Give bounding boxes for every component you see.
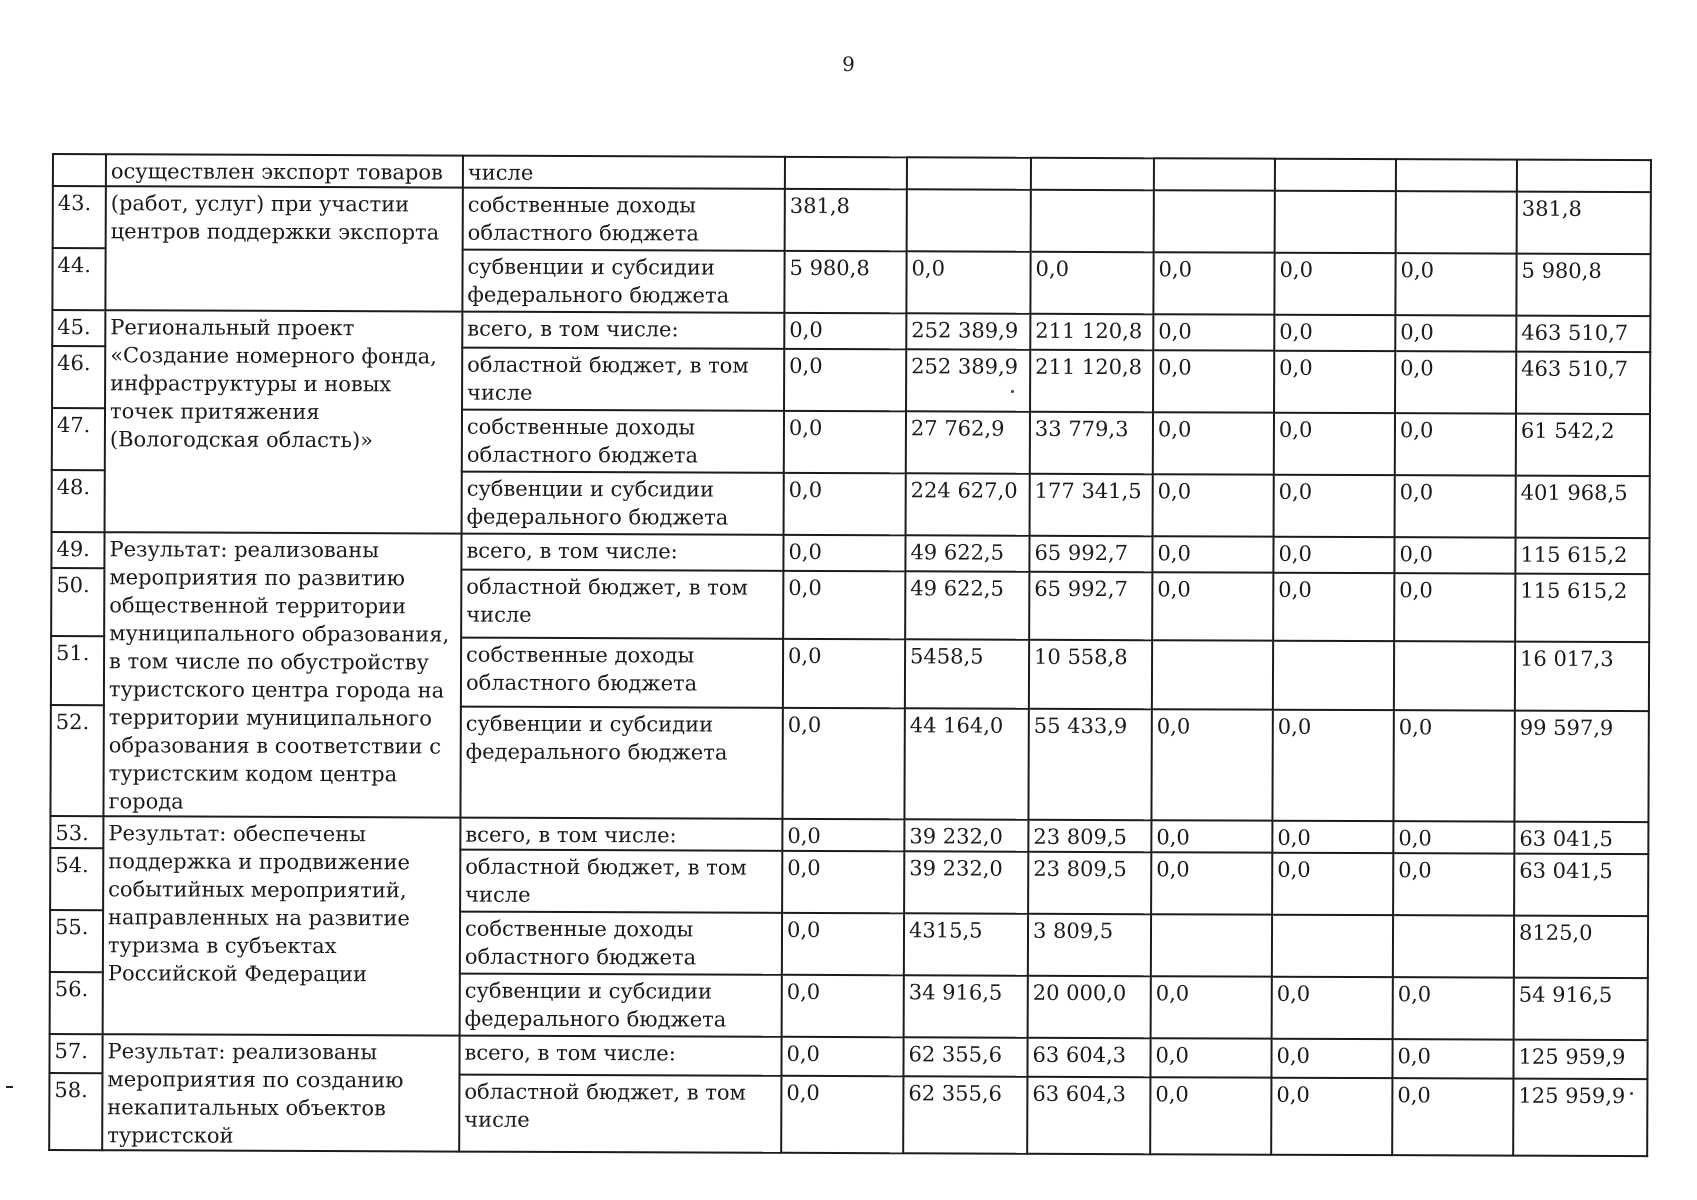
amount-cell: 252 389,9 xyxy=(906,313,1030,349)
amount-cell xyxy=(907,189,1031,251)
amount-cell: 0,0 xyxy=(1274,413,1395,475)
funding-source-cell: всего, в том числе: xyxy=(460,818,782,851)
row-number-cell: 43. xyxy=(53,186,106,248)
amount-cell: 0,0 xyxy=(1274,315,1395,351)
amount-cell: 0,0 xyxy=(1394,537,1515,573)
amount-cell: 0,0 xyxy=(782,975,904,1037)
amount-cell: 252 389,9 xyxy=(906,349,1030,411)
funding-source-cell: областной бюджет, в том числе xyxy=(462,348,784,411)
amount-cell: 0,0 xyxy=(1393,853,1514,915)
row-number-cell: 56. xyxy=(50,972,103,1034)
amount-cell: 211 120,8 xyxy=(1030,314,1153,350)
table-row xyxy=(53,186,1651,254)
row-number-cell: 47. xyxy=(52,408,105,470)
amount-cell: 0,0 xyxy=(1152,572,1273,641)
total-value-cell: 5 980,8 xyxy=(1516,254,1650,317)
row-number-cell: 53. xyxy=(50,816,103,848)
row-number-cell: 51. xyxy=(51,636,104,705)
amount-cell: 62 355,6 xyxy=(903,1077,1027,1154)
total-value-cell: 99 597,9 xyxy=(1514,711,1648,822)
amount-cell xyxy=(1151,914,1272,976)
funding-source-cell: всего, в том числе: xyxy=(462,312,784,349)
amount-cell: 0,0 xyxy=(783,535,905,571)
budget-table-body xyxy=(49,154,1651,1156)
amount-cell: 224 627,0 xyxy=(906,473,1030,535)
row-number-cell: 58. xyxy=(49,1073,102,1150)
total-value-cell: 8125,0 xyxy=(1514,916,1648,979)
total-value-cell: 401 968,5 xyxy=(1516,476,1650,539)
amount-cell: 23 809,5 xyxy=(1028,820,1151,852)
amount-cell: 0,0 xyxy=(1151,820,1272,852)
amount-cell: 39 232,0 xyxy=(904,851,1028,913)
amount-cell: 0,0 xyxy=(1395,315,1516,351)
amount-cell: 0,0 xyxy=(1392,1039,1513,1079)
amount-cell: 33 779,3 xyxy=(1030,412,1153,474)
amount-cell xyxy=(1396,191,1517,253)
total-value-cell: 125 959,9 xyxy=(1513,1040,1647,1080)
amount-cell: 0,0 xyxy=(1273,537,1394,573)
row-number-cell: 45. xyxy=(52,310,105,346)
total-value-cell: 463 510,7 xyxy=(1516,316,1650,353)
amount-cell: 0,0 xyxy=(1395,475,1516,537)
amount-cell xyxy=(1275,191,1396,253)
amount-cell: 10 558,8 xyxy=(1029,640,1152,709)
amount-cell: 0,0 xyxy=(1272,853,1393,915)
amount-cell xyxy=(1393,915,1514,977)
funding-source-cell: субвенции и субсидии федерального бюджета xyxy=(462,472,784,535)
amount-cell: 0,0 xyxy=(782,819,904,851)
amount-cell: 0,0 xyxy=(783,570,905,639)
total-value-cell: 16 017,3 xyxy=(1515,642,1649,711)
total-value-cell: 63 041,5 xyxy=(1514,822,1648,855)
amount-cell: 63 604,3 xyxy=(1027,1038,1150,1078)
funding-source-cell: всего, в том числе: xyxy=(459,1036,781,1077)
amount-cell: 0,0 xyxy=(784,411,906,473)
amount-cell: 0,0 xyxy=(784,473,906,535)
row-number-cell: 48. xyxy=(52,470,105,532)
amount-cell: 63 604,3 xyxy=(1027,1077,1150,1154)
row-number-cell: 50. xyxy=(51,568,104,637)
amount-cell: 0,0 xyxy=(1151,709,1272,820)
total-value-cell: 125 959,9 xyxy=(1513,1079,1647,1156)
amount-cell xyxy=(1275,159,1396,191)
funding-source-cell: собственные доходы областного бюджета xyxy=(461,638,783,708)
total-value-cell: 381,8 xyxy=(1517,192,1651,255)
amount-cell: 0,0 xyxy=(782,708,904,819)
amount-cell: 0,0 xyxy=(782,851,904,913)
amount-cell: 39 232,0 xyxy=(904,819,1028,851)
amount-cell: 55 433,9 xyxy=(1028,709,1151,820)
amount-cell: 211 120,8 xyxy=(1030,350,1153,412)
item-description-cell: Результат: обеспечены поддержка и продвижение событийных мероприятий, направленных на развитие туризма в субъектах Российской Федерации xyxy=(103,816,461,1035)
amount-cell: 0,0 xyxy=(784,349,906,411)
amount-cell: 0,0 xyxy=(1271,1039,1392,1079)
amount-cell: 0,0 xyxy=(783,639,905,708)
amount-cell: 0,0 xyxy=(1393,977,1514,1039)
amount-cell: 0,0 xyxy=(782,913,904,975)
amount-cell: 23 809,5 xyxy=(1028,852,1151,914)
item-description-cell: Результат: реализованы мероприятия по развитию общественной территории муниципального образования, в том числе по обустройству туристского центра города на территории муниципального образования в соответствии с туристским кодом центра города xyxy=(103,532,461,817)
amount-cell: 0,0 xyxy=(1394,573,1515,642)
funding-source-cell: областной бюджет, в том числе xyxy=(461,569,783,639)
amount-cell: 0,0 xyxy=(1151,976,1272,1038)
amount-cell: 0,0 xyxy=(1153,252,1274,314)
amount-cell: 3 809,5 xyxy=(1028,914,1151,976)
table-row xyxy=(49,1034,1647,1080)
row-number-cell: 55. xyxy=(50,910,103,972)
funding-source-cell: субвенции и субсидии федерального бюджета xyxy=(462,250,784,313)
amount-cell: 0,0 xyxy=(1153,474,1274,536)
amount-cell: 0,0 xyxy=(1271,1078,1392,1155)
funding-source-cell: собственные доходы областного бюджета xyxy=(462,410,784,473)
amount-cell xyxy=(1154,190,1275,252)
funding-source-cell: субвенции и субсидии федерального бюджета xyxy=(460,707,782,819)
amount-cell: 0,0 xyxy=(1151,852,1272,914)
amount-cell xyxy=(785,157,907,189)
row-number-cell xyxy=(53,154,106,186)
table-row xyxy=(52,310,1650,352)
amount-cell: 177 341,5 xyxy=(1030,474,1153,536)
amount-cell: 65 992,7 xyxy=(1029,536,1152,572)
amount-cell xyxy=(1031,158,1154,190)
row-number-cell: 52. xyxy=(50,705,103,816)
amount-cell: 0,0 xyxy=(906,251,1030,313)
amount-cell: 0,0 xyxy=(1150,1078,1271,1155)
amount-cell: 49 622,5 xyxy=(905,535,1029,571)
amount-cell: 34 916,5 xyxy=(904,975,1028,1037)
amount-cell: 0,0 xyxy=(1153,412,1274,474)
amount-cell xyxy=(1154,158,1275,190)
amount-cell: 0,0 xyxy=(1274,475,1395,537)
amount-cell: 0,0 xyxy=(1393,821,1514,853)
amount-cell: 44 164,0 xyxy=(904,708,1028,819)
amount-cell xyxy=(1272,915,1393,977)
amount-cell: 0,0 xyxy=(1153,350,1274,412)
row-number-cell: 54. xyxy=(50,848,103,910)
item-description-cell: Результат: реализованы мероприятия по созданию некапитальных объектов туристской xyxy=(102,1034,459,1151)
item-description-cell: (работ, услуг) при участии центров поддержки экспорта xyxy=(105,186,462,311)
table-row xyxy=(51,532,1649,574)
amount-cell: 0,0 xyxy=(1274,253,1395,315)
amount-cell xyxy=(1031,190,1154,252)
total-value-cell xyxy=(1517,160,1651,193)
row-number-cell: 49. xyxy=(51,532,104,568)
row-number-cell: 57. xyxy=(49,1034,102,1074)
row-number-cell: 46. xyxy=(52,346,105,408)
amount-cell: 5458,5 xyxy=(905,640,1029,709)
total-value-cell: 115 615,2 xyxy=(1515,538,1649,574)
amount-cell: 20 000,0 xyxy=(1028,976,1151,1038)
amount-cell xyxy=(1394,641,1515,710)
total-value-cell: 61 542,2 xyxy=(1516,414,1650,477)
amount-cell: 0,0 xyxy=(1030,252,1153,314)
amount-cell: 0,0 xyxy=(1272,710,1393,821)
amount-cell: 0,0 xyxy=(1395,413,1516,475)
funding-source-cell: числе xyxy=(463,156,785,189)
total-value-cell: 54 916,5 xyxy=(1514,978,1648,1041)
amount-cell xyxy=(1152,641,1273,710)
amount-cell: 0,0 xyxy=(1152,536,1273,572)
amount-cell: 0,0 xyxy=(1273,572,1394,641)
amount-cell: 0,0 xyxy=(781,1076,903,1153)
amount-cell: 27 762,9 xyxy=(906,411,1030,473)
amount-cell: 4315,5 xyxy=(904,913,1028,975)
amount-cell: 0,0 xyxy=(1153,314,1274,350)
amount-cell: 49 622,5 xyxy=(905,571,1029,640)
amount-cell: 0,0 xyxy=(1393,710,1514,821)
table-row xyxy=(50,816,1648,854)
amount-cell: 0,0 xyxy=(1392,1079,1513,1156)
funding-source-cell: субвенции и субсидии федерального бюджета xyxy=(460,974,782,1037)
total-value-cell: 463 510,7 xyxy=(1516,352,1650,415)
funding-source-cell: областной бюджет, в том числе xyxy=(460,850,782,913)
funding-source-cell: собственные доходы областного бюджета xyxy=(460,912,782,975)
total-value-cell: 115 615,2 xyxy=(1515,573,1649,642)
budget-table xyxy=(48,153,1652,1157)
amount-cell: 0,0 xyxy=(1395,351,1516,413)
amount-cell: 0,0 xyxy=(1150,1038,1271,1078)
amount-cell xyxy=(1396,159,1517,191)
amount-cell: 381,8 xyxy=(785,189,907,251)
item-description-cell: Региональный проект «Создание номерного фонда, инфраструктуры и новых точек притяжения (Вологодская область)» xyxy=(105,310,463,533)
funding-source-cell: областной бюджет, в том числе xyxy=(459,1075,781,1153)
amount-cell: 0,0 xyxy=(781,1037,903,1077)
amount-cell: 5 980,8 xyxy=(784,251,906,313)
margin-mark xyxy=(6,1086,13,1088)
amount-cell: 62 355,6 xyxy=(903,1037,1027,1077)
amount-cell: 0,0 xyxy=(1274,351,1395,413)
amount-cell: 0,0 xyxy=(1272,821,1393,853)
amount-cell: 0,0 xyxy=(1272,977,1393,1039)
page-number: 9 xyxy=(842,52,855,76)
funding-source-cell: собственные доходы областного бюджета xyxy=(463,188,785,251)
row-number-cell: 44. xyxy=(52,248,105,310)
amount-cell: 65 992,7 xyxy=(1029,571,1152,640)
amount-cell xyxy=(1273,641,1394,710)
amount-cell xyxy=(907,157,1031,189)
amount-cell: 0,0 xyxy=(784,313,906,349)
total-value-cell: 63 041,5 xyxy=(1514,854,1648,917)
funding-source-cell: всего, в том числе: xyxy=(461,534,783,571)
item-description-cell: осуществлен экспорт товаров xyxy=(106,154,463,187)
amount-cell: 0,0 xyxy=(1395,253,1516,315)
